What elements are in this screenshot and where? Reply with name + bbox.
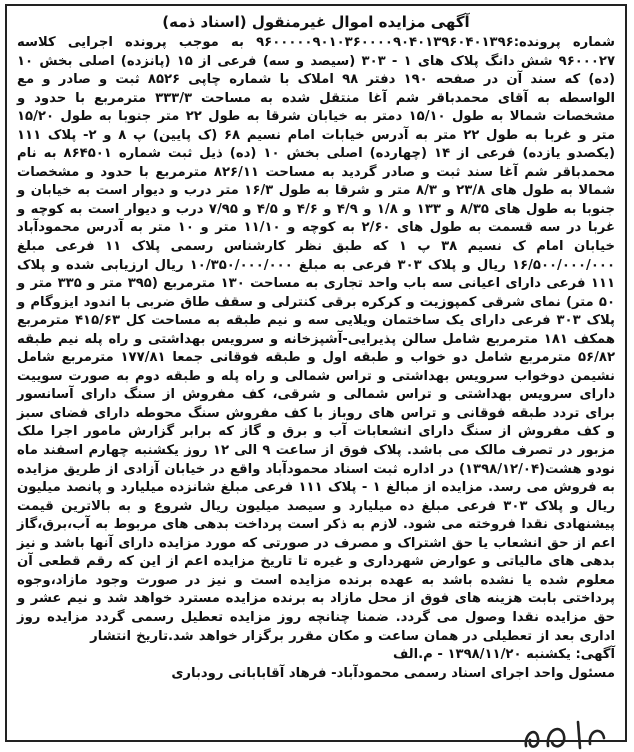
auction-notice <box>5 4 627 742</box>
notice-body-text: شماره پرونده:۹۶۰۰۰۰۰۹۰۱۰۳۶۰۰۰۰۹۰۴۰۱۳۹۶۰۴۰۱۳۹۶ به موجب پرونده اجرایی کلاسه ۹۶۰۰۰۲۷ شش دانگ پلاک های ۱ - ۳۰۳ (سیصد و سه) فرعی از ۱۵ (پانزده) اصلی بخش ۱۰ (ده) که سند آن در صفحه ۱۹۰ دفتر ۹۸ املاک با شماره چاپی ۸۵۲۶ ثبت و صادر و مع الواسطه به آقای محمدباقر شم آغا منتقل شده به مساحت ۳۳۳/۳ مترمربع با حدود و مشخصات شمالا به طول ۱۵/۱۰ دمتر به خیابان شرقا به طول ۲۲ متر جنوبا به طول ۱۵/۲۰ متر و غربا به طول ۲۲ متر به آدرس خیابات امام نسیم ۶۸ (ک پایین) پ ۸ و ۲- پلاک ۱۱۱ (یکصدو یازده) فرعی از ۱۴ (چهارده) اصلی بخش ۱۰ (ده) ذیل ثبت شماره ۸۶۴۵۰۱ به نام محمدباقر شم آغا سند ثبت و صادر گردید به مساحت ۸۲۶/۱۱ مترمربع با حدود و مشخصات شمالا به طول های ۲۳/۸ و ۸/۳ متر و شرقا به طول ۱۶/۳ متر درب و دیوار است به خیابان و جنوبا به طول های ۸/۳۵ و ۱۳۳ و ۱/۸ و ۴/۹ و ۴/۶ و ۴/۵ و ۷/۹۵ درب و دیوار است به کوچه و غربا در سه قسمت به طول های ۲/۶۰ به کوچه و ۱۱/۱۰ متر و ۱۰ متر به آدرس محمودآباد خیابان امام ک نسیم ۳۸ پ ۱ که طبق نظر کارشناس رسمی پلاک ۱۱ فرعی مبلغ ۱۶/۵۰۰/۰۰۰/۰۰۰ ریال و پلاک ۳۰۳ فرعی به مبلغ ۱۰/۳۵۰/۰۰۰/۰۰۰ ریال ارزیابی شده و پلاک ۱۱۱ فرعی دارای اعیانی سه باب واحد تجاری به مساحت ۱۳۰ مترمربع (۳۹۵ متر و ۳۳۵ متر و ۵۰ متر) نمای شرقی کمپوزیت و کرکره برقی کنترلی و سقف طاق ضربی با اندود ایزوگام و پلاک ۳۰۳ فرعی دارای یک ساختمان ویلایی سه و نیم طبقه به مساحت کل ۴۱۵/۶۳ مترمربع همکف ۱۸۱ مترمربع شامل سالن پذیرایی-آشپزخانه و سرویس بهداشتی و راه پله نیم طبقه ۵۶/۸۲ مترمربع شامل دو خواب و طبقه اول و طبقه فوقانی جمعا ۱۷۷/۸۱ مترمربع شامل نشیمن دوخواب سرویس بهداشتی و تراس شمالی و راه پله و طبقه دوم به صورت سوییت دارای سرویس بهداشتی و تراس شمالی و شرقی، کف مفروش از سنگ دارای آسانسور برای تردد طبقه فوقانی و تراس های روباز با کف مفروش سنگ محوطه دارای فضای سبز و کف مفروش از سنگ دارای انشعابات آب و برق و گاز که برابر گزارش مامور اجرا ملک مزبور در تصرف مالک می باشد. پلاک فوق از ساعت ۹ الی ۱۲ روز یکشنبه چهارم اسفند ماه نودو هشت(۱۳۹۸/۱۲/۰۴) در اداره ثبت اسناد محمودآباد واقع در خیابان آزادی از طریق مزایده به فروش می رسد. مزایده از مبالغ ۱ - پلاک ۱۱۱ فرعی مبلغ شانزده میلیارد و پانصد میلیون ریال و پلاک ۳۰۳ فرعی مبلغ ده میلیارد و سیصد میلیون ریال شروع و به بالاترین قیمت پیشنهادی نقدا فروخته می شود. لازم به ذکر است پرداخت بدهی های مربوط به آب،برق،گاز اعم از حق انشعاب یا حق اشتراک و مصرف در صورتی که مورد مزایده دارای آنها باشد و نیز بدهی های مالیاتی و عوارض شهرداری و غیره تا تاریخ مزایده اعم از این که رقم قطعی آن معلوم شده یا نشده باشد به عهده برنده مزایده است و نیز در صورت وجود مازاد،وجوه پرداختی بابت هزینه های فوق از محل مازاد به برنده مزایده مسترد خواهد شد و نیم عشر و حق مزایده نقدا وصول می گردد. ضمنا چنانچه روز مزایده تعطیل رسمی گردد مزایده روز اداری بعد از تعطیلی در همان ساعت و مکان مقرر برگزار خواهد شد.تاریخ انتشار <box>17 35 616 644</box>
notice-title: آگهی مزایده اموال غیرمنقول (اسناد ذمه) <box>162 13 470 31</box>
handwritten-mark <box>518 716 608 752</box>
notice-publish-date: آگهی: یکشنبه ۱۳۹۸/۱۱/۲۰ - م.الف <box>392 647 615 663</box>
notice-signature: مسئول واحد اجرای اسناد رسمی محمودآباد- فرهاد آقابابانی رودباری <box>171 665 615 681</box>
